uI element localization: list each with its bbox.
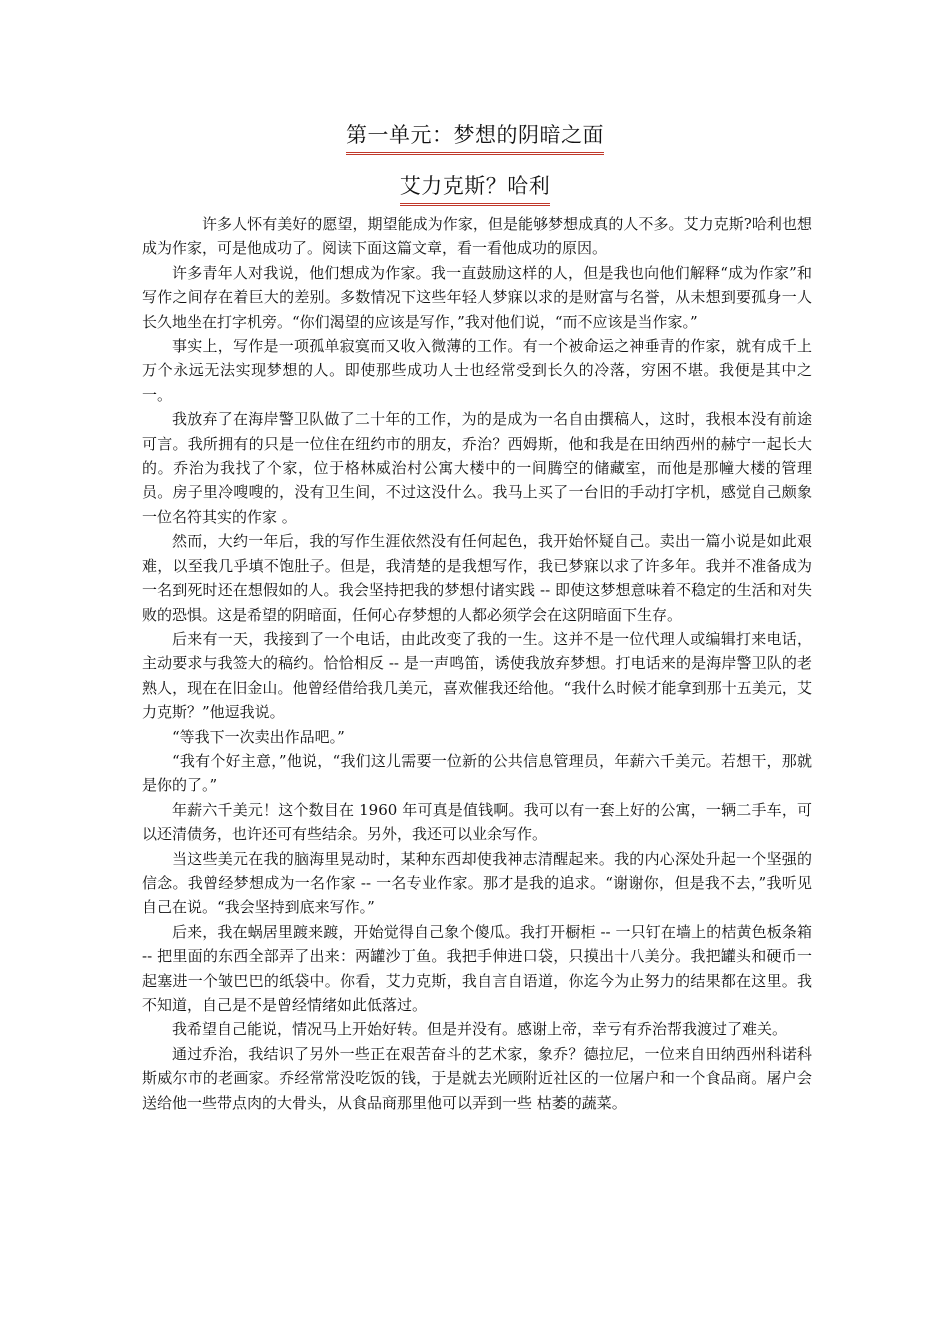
paragraph: 然而，大约一年后，我的写作生涯依然没有任何起色，我开始怀疑自己。卖出一篇小说是如此艰难，以至我几乎填不饱肚子。但是，我清楚的是我想写作，我已梦寐以求了许多年。我并不准备成为一名到死时还在想假如的人。我会坚持把我的梦想付诸实践 -- 即使这梦想意味着不稳定的生活和对失败的恐惧。这是希望的阴暗面，任何心存梦想的人都必须学会在这阴暗面下生存。 [142,532,812,624]
paragraph: 我放弃了在海岸警卫队做了二十年的工作，为的是成为一名自由撰稿人，这时，我根本没有前途可言。我所拥有的只是一位住在纽约市的朋友，乔治？西姆斯，他和我是在田纳西州的赫宁一起长大的。乔治为我找了个家，位于格林威治村公寓大楼中的一间腾空的储藏室，而他是那幢大楼的管理员。房子里冷嗖嗖的，没有卫生间，不过这没什么。我马上买了一台旧的手动打字机，感觉自己颇象一位名符其实的作家 。 [142,410,812,526]
article-title-block [0,172,950,206]
paragraph: 事实上，写作是一项孤单寂寞而又收入微薄的工作。有一个被命运之神垂青的作家，就有成千上万个永远无法实现梦想的人。即使那些成功人士也经常受到长久的冷落，穷困不堪。我便是其中之一。 [142,337,812,404]
article-body [142,212,812,1115]
paragraph: 后来，我在蜗居里踱来踱，开始觉得自己象个傻瓜。我打开橱柜 -- 一只钉在墙上的桔黄色板条箱 -- 把里面的东西全部弄了出来：两罐沙丁鱼。我把手伸进口袋，只摸出十八美分。我把罐头和硬币一起塞进一个皱巴巴的纸袋中。你看，艾力克斯，我自言自语道，你迄今为止努力的结果都在这里。我不知道，自己是不是曾经情绪如此低落过。 [142,922,812,1014]
dialogue-paragraph: “我有个好主意，”他说，“我们这儿需要一位新的公共信息管理员，年薪六千美元。若想干，那就是你的了。” [142,751,812,795]
dialogue-paragraph: “等我下一次卖出作品吧。” [172,727,345,746]
paragraph: 通过乔治，我结识了另外一些正在艰苦奋斗的艺术家，象乔？德拉尼，一位来自田纳西州科诺科斯威尔市的老画家。乔经常常没吃饭的钱，于是就去光顾附近社区的一位屠户和一个食品商。屠户会送给他一些带点肉的大骨头，从食品商那里他可以弄到一些 枯萎的蔬菜。 [142,1044,812,1112]
paragraph: 年薪六千美元！这个数目在 1960 年可真是值钱啊。我可以有一套上好的公寓，一辆二手车，可以还清债务，也许还可有些结余。另外，我还可以业余写作。 [142,800,812,844]
paragraph: 当这些美元在我的脑海里晃动时，某种东西却使我神志清醒起来。我的内心深处升起一个坚强的信念。我曾经梦想成为一名作家 -- 一名专业作家。那才是我的追求。“谢谢你，但是我不去，”我听见自己在说。“我会坚持到底来写作。” [142,849,812,917]
paragraph: 许多青年人对我说，他们想成为作家。我一直鼓励这样的人，但是我也向他们解释“成为作家”和写作之间存在着巨大的差别。多数情况下这些年轻人梦寐以求的是财富与名誉，从未想到要孤身一人长久地坐在打字机旁。“你们渴望的应该是写作，”我对他们说，“而不应该是当作家。” [142,263,812,331]
paragraph: 后来有一天，我接到了一个电话，由此改变了我的一生。这并不是一位代理人或编辑打来电话，主动要求与我签大的稿约。恰恰相反 -- 是一声鸣笛，诱使我放弃梦想。打电话来的是海岸警卫队的老熟人，现在在旧金山。他曾经借给我几美元，喜欢催我还给他。“我什么时候才能拿到那十五美元，艾力克斯？”他逗我说。 [142,629,812,722]
paragraph: 我希望自己能说，情况马上开始好转。但是并没有。感谢上帝，幸亏有乔治帮我渡过了难关。 [172,1020,788,1039]
intro-paragraph: 许多人怀有美好的愿望，期望能成为作家，但是能够梦想成真的人不多。艾力克斯?哈利也想成为作家，可是他成功了。阅读下面这篇文章，看一看他成功的原因。 [142,215,812,258]
article-title: 艾力克斯？哈利 [400,172,551,206]
unit-title-block [0,121,950,155]
unit-title: 第一单元：梦想的阴暗之面 [346,121,604,155]
